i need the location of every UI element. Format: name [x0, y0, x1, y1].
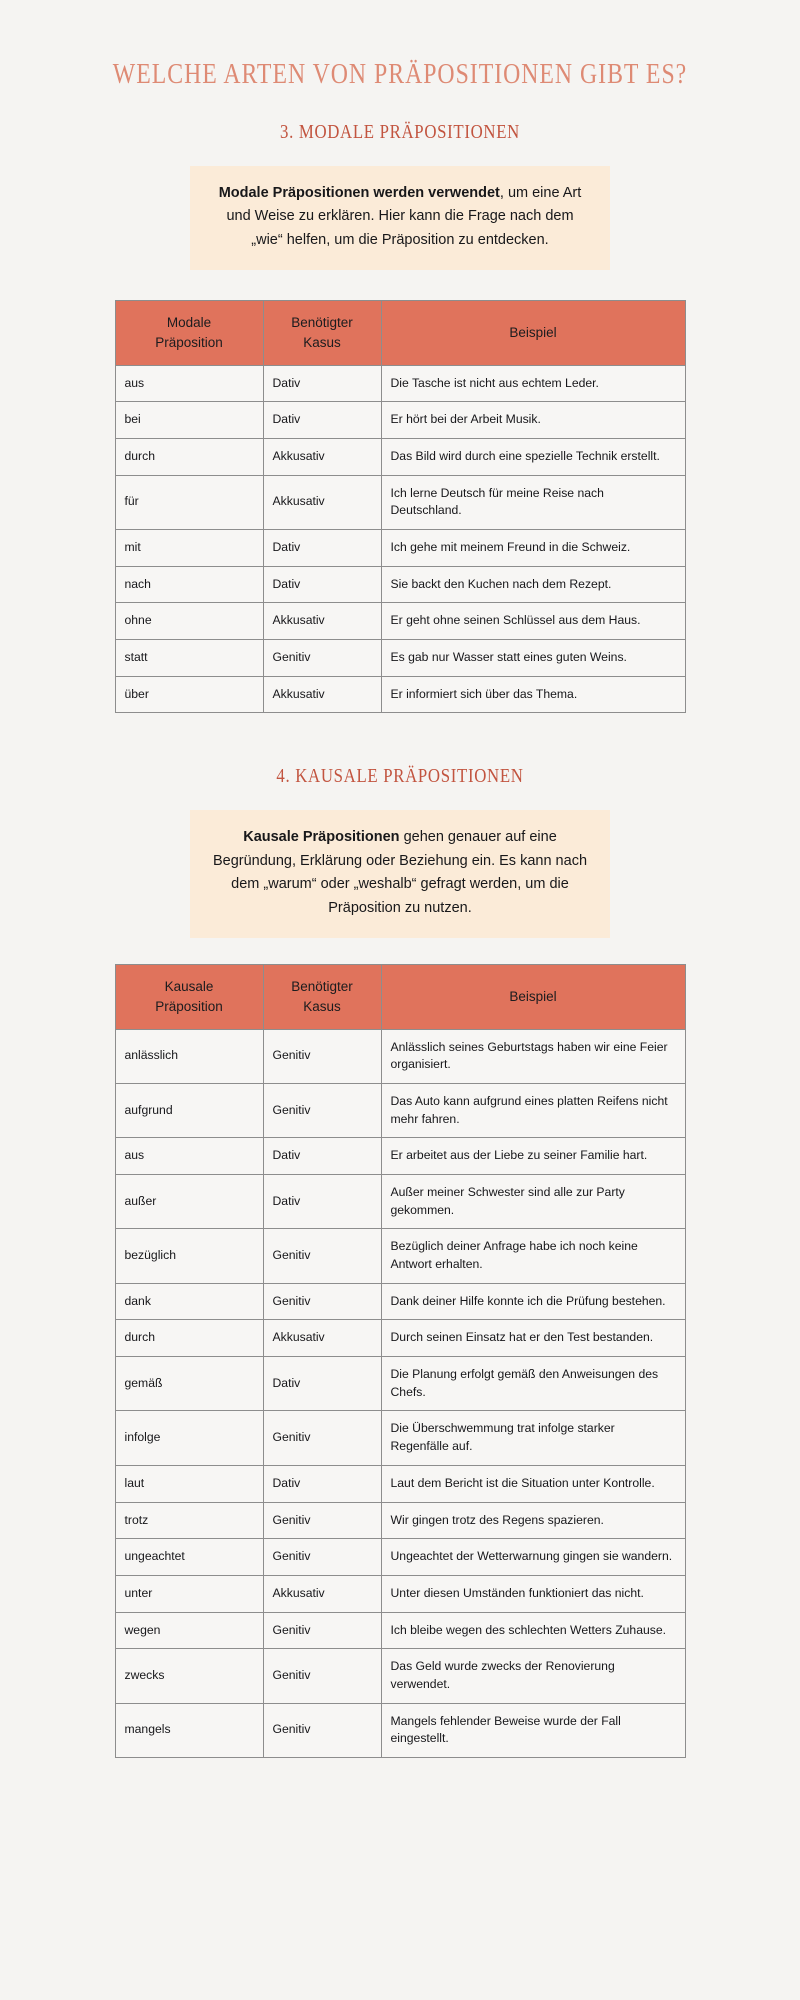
table-row [115, 603, 685, 640]
cell-kasus: Genitiv [263, 1029, 381, 1083]
section-kausale [0, 765, 800, 1758]
cell-kasus: Dativ [263, 1357, 381, 1411]
info-box-rest-modale: , um eine Art und Weise zu erklären. Hier kann die Frage nach dem „wie“ helfen, um die Präposition zu entdecken. [226, 185, 582, 248]
table-row [115, 1465, 685, 1502]
table-modale-praepositionen [115, 300, 686, 713]
cell-praeposition: mangels [115, 1703, 263, 1757]
table-row [115, 1612, 685, 1649]
cell-kasus: Dativ [263, 402, 381, 439]
cell-beispiel: Wir gingen trotz des Regens spazieren. [381, 1502, 685, 1539]
cell-kasus: Dativ [263, 365, 381, 402]
info-box-modale [190, 166, 610, 270]
table-row [115, 640, 685, 677]
column-header-beispiel: Beispiel [381, 301, 685, 365]
cell-praeposition: dank [115, 1283, 263, 1320]
cell-beispiel: Ungeachtet der Wetterwarnung gingen sie wandern. [381, 1539, 685, 1576]
cell-beispiel: Er hört bei der Arbeit Musik. [381, 402, 685, 439]
table-header-row [115, 965, 685, 1029]
table-row [115, 365, 685, 402]
cell-praeposition: ohne [115, 603, 263, 640]
cell-beispiel: Ich bleibe wegen des schlechten Wetters Zuhause. [381, 1612, 685, 1649]
cell-kasus: Akkusativ [263, 1575, 381, 1612]
cell-praeposition: ungeachtet [115, 1539, 263, 1576]
cell-kasus: Genitiv [263, 1502, 381, 1539]
cell-beispiel: Ich gehe mit meinem Freund in die Schweiz. [381, 530, 685, 567]
cell-beispiel: Mangels fehlender Beweise wurde der Fall eingestellt. [381, 1703, 685, 1757]
cell-praeposition: statt [115, 640, 263, 677]
table-row [115, 1138, 685, 1175]
column-header-beispiel: Beispiel [381, 965, 685, 1029]
info-box-rest-kausale: gehen genauer auf eine Begründung, Erklärung oder Beziehung ein. Es kann nach dem „warum“ oder „weshalb“ gefragt werden, um die Präposition zu nutzen. [212, 829, 588, 916]
info-box-lead-modale: Modale Präpositionen werden verwendet [218, 185, 500, 201]
table-row [115, 530, 685, 567]
table-kausale-praepositionen [115, 964, 686, 1758]
cell-beispiel: Sie backt den Kuchen nach dem Rezept. [381, 566, 685, 603]
cell-beispiel: Er arbeitet aus der Liebe zu seiner Familie hart. [381, 1138, 685, 1175]
cell-kasus: Genitiv [263, 1083, 381, 1137]
cell-kasus: Akkusativ [263, 1320, 381, 1357]
table-row [115, 1411, 685, 1465]
cell-praeposition: nach [115, 566, 263, 603]
table-row [115, 1029, 685, 1083]
cell-beispiel: Die Überschwemmung trat infolge starker Regenfälle auf. [381, 1411, 685, 1465]
table-row [115, 1649, 685, 1703]
cell-praeposition: über [115, 676, 263, 713]
cell-beispiel: Das Auto kann aufgrund eines platten Reifens nicht mehr fahren. [381, 1083, 685, 1137]
table-row [115, 402, 685, 439]
cell-praeposition: für [115, 475, 263, 529]
cell-beispiel: Das Geld wurde zwecks der Renovierung verwendet. [381, 1649, 685, 1703]
info-box-kausale [190, 810, 610, 938]
cell-beispiel: Laut dem Bericht ist die Situation unter Kontrolle. [381, 1465, 685, 1502]
table-row [115, 1502, 685, 1539]
table-row [115, 438, 685, 475]
info-box-lead-kausale: Kausale Präpositionen [243, 829, 400, 846]
table-header-row [115, 301, 685, 365]
cell-beispiel: Die Tasche ist nicht aus echtem Leder. [381, 365, 685, 402]
cell-kasus: Genitiv [263, 1539, 381, 1576]
cell-praeposition: durch [115, 1320, 263, 1357]
cell-beispiel: Durch seinen Einsatz hat er den Test bestanden. [381, 1320, 685, 1357]
table-row [115, 1229, 685, 1283]
cell-kasus: Genitiv [263, 1411, 381, 1465]
section-heading-kausale: 4. KAUSALE PRÄPOSITIONEN [276, 765, 524, 788]
table-row [115, 1174, 685, 1228]
cell-beispiel: Es gab nur Wasser statt eines guten Weins. [381, 640, 685, 677]
cell-kasus: Dativ [263, 1174, 381, 1228]
table-body-modale [115, 365, 685, 713]
cell-kasus: Dativ [263, 530, 381, 567]
cell-praeposition: bezüglich [115, 1229, 263, 1283]
cell-kasus: Genitiv [263, 1229, 381, 1283]
cell-beispiel: Unter diesen Umständen funktioniert das nicht. [381, 1575, 685, 1612]
cell-praeposition: trotz [115, 1502, 263, 1539]
cell-kasus: Dativ [263, 1465, 381, 1502]
cell-kasus: Dativ [263, 1138, 381, 1175]
section-modale [0, 121, 800, 713]
cell-praeposition: bei [115, 402, 263, 439]
cell-kasus: Akkusativ [263, 438, 381, 475]
table-row [115, 1703, 685, 1757]
cell-kasus: Dativ [263, 566, 381, 603]
cell-beispiel: Das Bild wird durch eine spezielle Technik erstellt. [381, 438, 685, 475]
cell-praeposition: durch [115, 438, 263, 475]
cell-kasus: Genitiv [263, 1612, 381, 1649]
table-row [115, 1357, 685, 1411]
cell-praeposition: mit [115, 530, 263, 567]
cell-kasus: Genitiv [263, 1649, 381, 1703]
cell-praeposition: infolge [115, 1411, 263, 1465]
table-row [115, 1575, 685, 1612]
table-row [115, 475, 685, 529]
cell-kasus: Akkusativ [263, 475, 381, 529]
table-row [115, 1283, 685, 1320]
cell-beispiel: Dank deiner Hilfe konnte ich die Prüfung bestehen. [381, 1283, 685, 1320]
cell-beispiel: Ich lerne Deutsch für meine Reise nach Deutschland. [381, 475, 685, 529]
cell-beispiel: Außer meiner Schwester sind alle zur Party gekommen. [381, 1174, 685, 1228]
cell-praeposition: gemäß [115, 1357, 263, 1411]
cell-kasus: Genitiv [263, 1703, 381, 1757]
cell-praeposition: aus [115, 1138, 263, 1175]
column-header-kasus: Benötigter Kasus [263, 965, 381, 1029]
column-header-kasus: Benötigter Kasus [263, 301, 381, 365]
table-row [115, 566, 685, 603]
page-title: WELCHE ARTEN VON PRÄPOSITIONEN GIBT ES? [112, 58, 688, 90]
cell-praeposition: unter [115, 1575, 263, 1612]
cell-praeposition: aus [115, 365, 263, 402]
cell-beispiel: Er geht ohne seinen Schlüssel aus dem Haus. [381, 603, 685, 640]
section-heading-modale: 3. MODALE PRÄPOSITIONEN [280, 121, 520, 143]
cell-beispiel: Er informiert sich über das Thema. [381, 676, 685, 713]
cell-praeposition: laut [115, 1465, 263, 1502]
cell-kasus: Akkusativ [263, 676, 381, 713]
cell-kasus: Akkusativ [263, 603, 381, 640]
table-row [115, 1320, 685, 1357]
cell-beispiel: Bezüglich deiner Anfrage habe ich noch keine Antwort erhalten. [381, 1229, 685, 1283]
cell-praeposition: wegen [115, 1612, 263, 1649]
table-row [115, 1539, 685, 1576]
cell-kasus: Genitiv [263, 640, 381, 677]
cell-praeposition: außer [115, 1174, 263, 1228]
cell-beispiel: Anlässlich seines Geburtstags haben wir eine Feier organisiert. [381, 1029, 685, 1083]
cell-beispiel: Die Planung erfolgt gemäß den Anweisungen des Chefs. [381, 1357, 685, 1411]
cell-praeposition: anlässlich [115, 1029, 263, 1083]
cell-praeposition: aufgrund [115, 1083, 263, 1137]
cell-kasus: Genitiv [263, 1283, 381, 1320]
column-header-praeposition: Modale Präposition [115, 301, 263, 365]
table-row [115, 1083, 685, 1137]
table-row [115, 676, 685, 713]
column-header-praeposition: Kausale Präposition [115, 965, 263, 1029]
table-body-kausale [115, 1029, 685, 1758]
cell-praeposition: zwecks [115, 1649, 263, 1703]
